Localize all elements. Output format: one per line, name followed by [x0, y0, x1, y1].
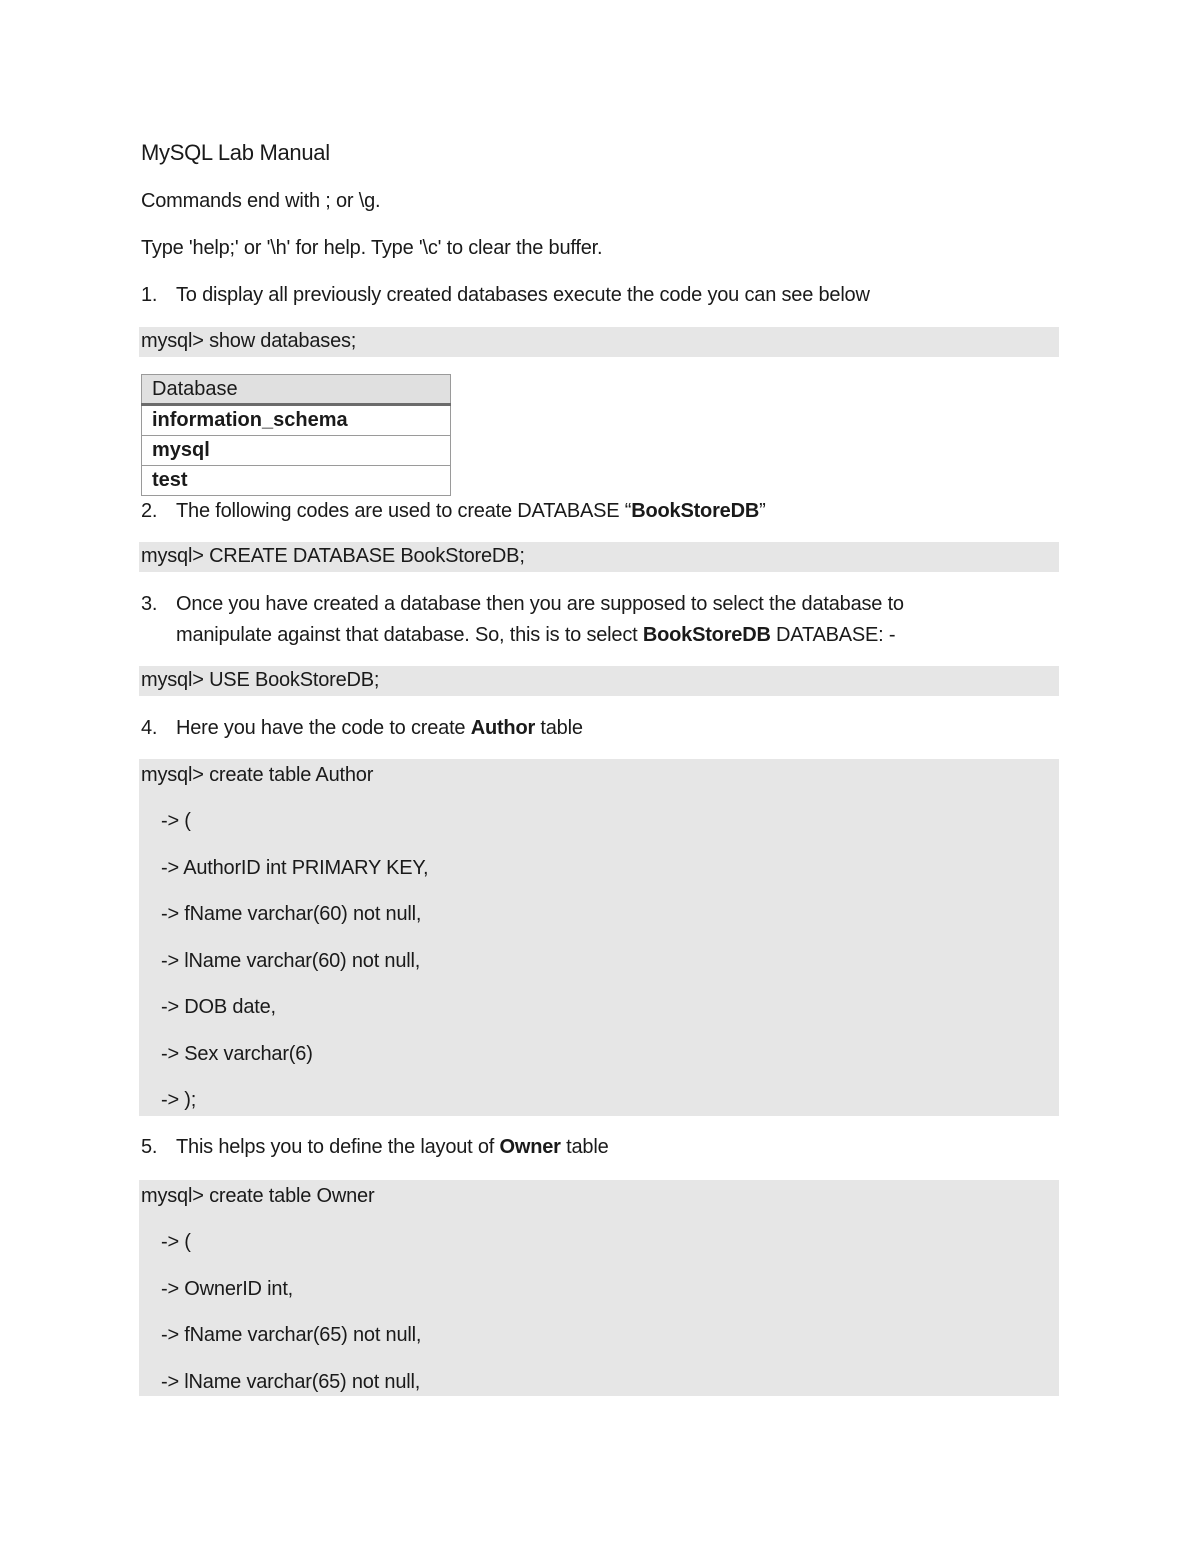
step-text: DATABASE: - [770, 624, 896, 646]
step-text: This helps you to define the layout of [176, 1136, 500, 1158]
table-header: Database [142, 375, 451, 405]
step-4 [141, 717, 583, 740]
code-block-create-author [139, 759, 1059, 1116]
code-line: -> OwnerID int, [161, 1278, 294, 1300]
page-title: MySQL Lab Manual [141, 140, 330, 165]
code-line: -> ( [161, 810, 191, 832]
step-bold-text: Author [470, 717, 536, 739]
code-block-use-database [139, 666, 1059, 696]
step-bold-text: BookStoreDB [631, 500, 760, 522]
step-text: The following codes are used to create DATABASE “ [176, 500, 632, 522]
step-bold-text: Owner [499, 1136, 561, 1158]
step-text: Once you have created a database then you are supposed to select the database to [176, 593, 904, 615]
step-number: 3. [141, 593, 158, 615]
step-2 [141, 500, 766, 523]
table-row [142, 436, 451, 466]
step-3 [141, 593, 904, 616]
step-number: 4. [141, 717, 158, 739]
table-row [142, 466, 451, 496]
code-block-create-database [139, 542, 1059, 572]
table-cell: test [142, 466, 451, 496]
code-line: mysql> CREATE DATABASE BookStoreDB; [141, 545, 525, 567]
table-row [142, 405, 451, 436]
code-line: -> fName varchar(65) not null, [161, 1324, 422, 1346]
code-line: -> lName varchar(60) not null, [161, 950, 421, 972]
step-bold-text: BookStoreDB [642, 624, 771, 646]
code-line: -> DOB date, [161, 996, 276, 1018]
step-text: table [535, 717, 583, 739]
table-cell: information_schema [142, 405, 451, 436]
step-text: To display all previously created databases execute the code you can see below [176, 284, 870, 306]
step-text: table [560, 1136, 609, 1158]
code-line: mysql> create table Owner [141, 1185, 375, 1207]
step-number: 2. [141, 500, 158, 522]
step-1 [141, 284, 870, 307]
code-line: mysql> create table Author [141, 764, 374, 786]
step-number: 5. [141, 1136, 158, 1158]
step-text: Here you have the code to create [176, 717, 471, 739]
step-number: 1. [141, 284, 158, 306]
intro-line-1: Commands end with ; or \g. [141, 190, 381, 212]
step-5 [141, 1136, 609, 1159]
step-text: ” [759, 500, 766, 522]
databases-result-table [141, 374, 451, 496]
code-line: -> fName varchar(60) not null, [161, 903, 422, 925]
step-text: manipulate against that database. So, this is to select [176, 624, 643, 646]
code-line: -> ); [161, 1089, 197, 1111]
code-line: -> AuthorID int PRIMARY KEY, [161, 857, 429, 879]
code-block-create-owner [139, 1180, 1059, 1396]
code-line: -> lName varchar(65) not null, [161, 1371, 421, 1393]
code-line: mysql> USE BookStoreDB; [141, 669, 380, 691]
table-cell: mysql [142, 436, 451, 466]
code-block-show-databases [139, 327, 1059, 357]
code-line: mysql> show databases; [141, 330, 357, 352]
code-line: -> ( [161, 1231, 191, 1253]
code-line: -> Sex varchar(6) [161, 1043, 313, 1065]
intro-line-2: Type 'help;' or '\h' for help. Type '\c' to clear the buffer. [141, 237, 603, 259]
